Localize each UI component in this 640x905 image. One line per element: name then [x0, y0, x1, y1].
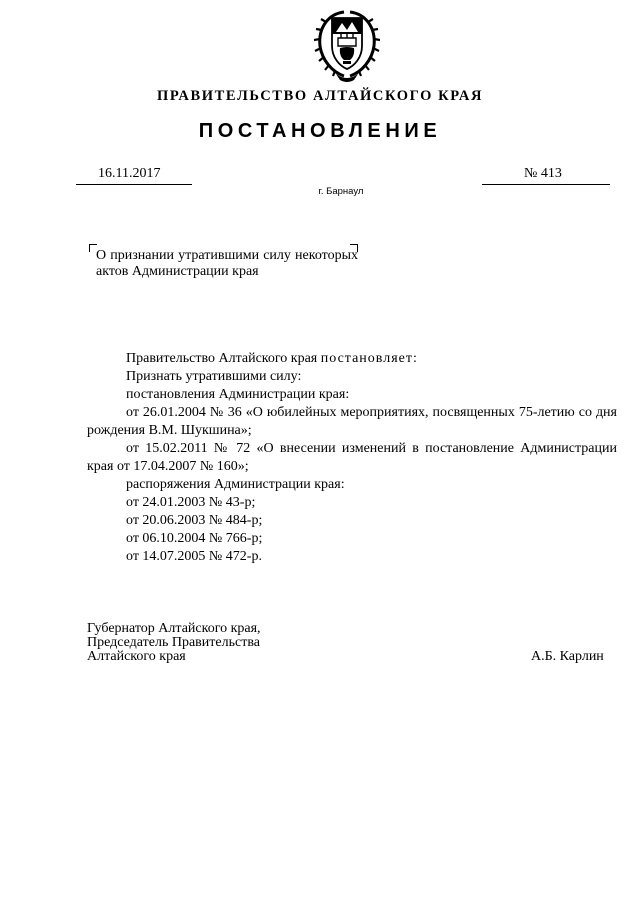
signer-name: А.Б. Карлин [531, 649, 604, 664]
body-paragraph: от 26.01.2004 № 36 «О юбилейных мероприятиях, посвященных 75-летию со дня рождения В.М. Шукшина»; [87, 405, 617, 438]
intro-paragraph [87, 350, 617, 368]
intro-lead: Правительство Алтайского края [126, 351, 318, 366]
number-field [482, 166, 610, 185]
coat-of-arms-emblem [314, 6, 380, 82]
body-paragraph: от 24.01.2003 № 43-р; [126, 495, 256, 510]
document-type: ПОСТАНОВЛЕНИЕ [198, 120, 442, 142]
body-paragraph: от 20.06.2003 № 484-р; [126, 513, 263, 528]
body-paragraph: от 15.02.2011 № 72 «О внесении изменений в постановление Администрации края от 17.04.2007 № 160»; [87, 441, 617, 474]
signature-title-line: Председатель Правительства [87, 635, 260, 650]
body-paragraph: от 14.07.2005 № 472-р. [126, 549, 262, 564]
body-paragraph: Признать утратившими силу: [126, 369, 302, 384]
body-paragraph: постановления Администрации края: [126, 387, 350, 402]
date-field [76, 166, 192, 185]
document-date: 16.11.2017 [98, 166, 161, 181]
body-paragraph: от 06.10.2004 № 766-р; [126, 531, 263, 546]
signature-title-line: Губернатор Алтайского края, [87, 621, 261, 636]
city-label: г. Барнаул [318, 186, 364, 197]
intro-verb: постановляет: [320, 351, 418, 366]
document-number: № 413 [524, 166, 562, 181]
government-title: ПРАВИТЕЛЬСТВО АЛТАЙСКОГО КРАЯ [156, 88, 484, 104]
body-paragraph: распоряжения Администрации края: [126, 477, 345, 492]
signature-title-line: Алтайского края [87, 649, 186, 664]
document-subject: О признании утратившими силу некоторых актов Администрации края [96, 248, 358, 279]
document-body [87, 350, 617, 566]
